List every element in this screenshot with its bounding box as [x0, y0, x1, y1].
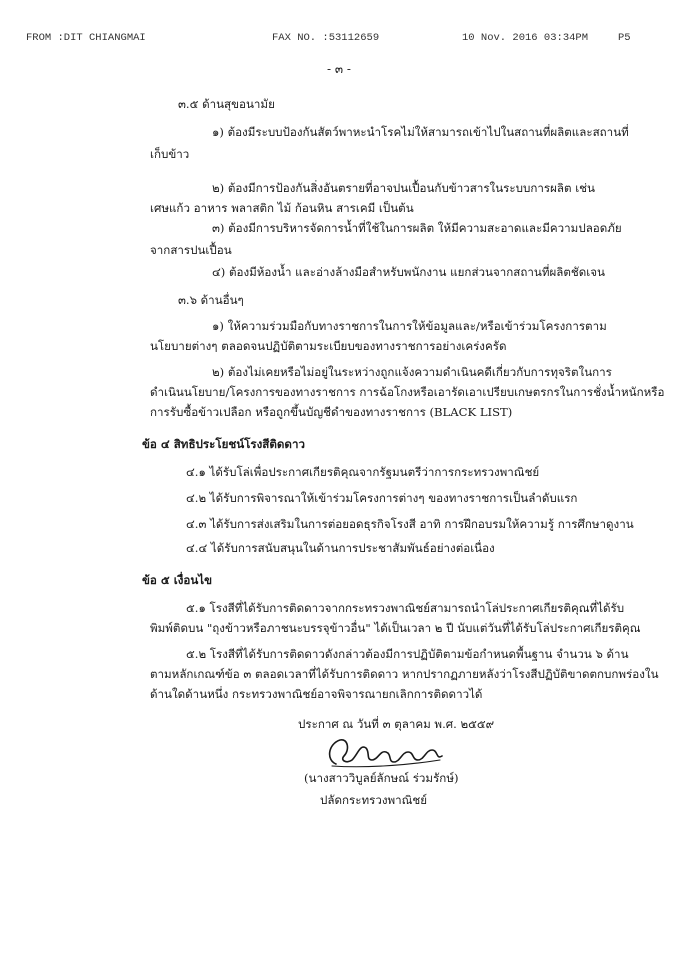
fax-from: FROM :DIT CHIANGMAI: [26, 32, 146, 44]
fax-number: FAX NO. :53112659: [272, 32, 380, 44]
paragraph-line: ด้านใดด้านหนึ่ง กระทรวงพาณิชย์อาจพิจารณายกเลิกการติดดาวได้: [150, 687, 483, 701]
paragraph-line: ๕.๑ โรงสีที่ได้รับการติดดาวจากกระทรวงพาณิชย์สามารถนำโล่ประกาศเกียรติคุณที่ได้รับ: [186, 601, 625, 615]
paragraph-line: ๓) ต้องมีการบริหารจัดการน้ำที่ใช้ในการผลิต ให้มีความสะอาดและมีความปลอดภัย: [212, 221, 622, 235]
paragraph-line: พิมพ์ติดบน "ถุงข้าวหรือภาชนะบรรจุข้าวอื่น" ได้เป็นเวลา ๒ ปี นับแต่วันที่ได้รับโล่ประกาศเกียรติคุณ: [150, 621, 641, 635]
paragraph-line: ๔.๑ ได้รับโล่เพื่อประกาศเกียรติคุณจากรัฐมนตรีว่าการกระทรวงพาณิชย์: [186, 465, 540, 479]
fax-datetime: 10 Nov. 2016 03:34PM: [462, 32, 589, 44]
page-number: - ๓ -: [327, 62, 351, 76]
paragraph-line: ๒) ต้องไม่เคยหรือไม่อยู่ในระหว่างถูกแจ้งความดำเนินคดีเกี่ยวกับการทุจริตในการ: [212, 365, 612, 379]
paragraph-line: ๒) ต้องมีการป้องกันสิ่งอันตรายที่อาจปนเปื้อนกับข้าวสารในระบบการผลิต เช่น: [212, 181, 595, 195]
paragraph-line: ๑) ต้องมีระบบป้องกันสัตว์พาหะนำโรคไม่ให้สามารถเข้าไปในสถานที่ผลิตและสถานที่: [212, 125, 629, 139]
fax-header: [26, 32, 666, 48]
section-heading: ๓.๕ ด้านสุขอนามัย: [178, 97, 275, 111]
paragraph-line: ๔.๓ ได้รับการส่งเสริมในการต่อยอดธุรกิจโรงสี อาทิ การฝึกอบรมให้ความรู้ การศึกษาดูงาน: [186, 517, 634, 531]
paragraph-line: ดำเนินนโยบาย/โครงการของทางราชการ การฉ้อโกงหรือเอารัดเอาเปรียบเกษตรกรในการชั่งน้ำหนักหรือ: [150, 385, 665, 399]
paragraph-line: การรับซื้อข้าวเปลือก หรือถูกขึ้นบัญชีดำของทางราชการ (BLACK LIST): [150, 405, 513, 419]
paragraph-line: ๔.๔ ได้รับการสนับสนุนในด้านการประชาสัมพันธ์อย่างต่อเนื่อง: [186, 541, 495, 555]
announcement-date: ประกาศ ณ วันที่ ๓ ตุลาคม พ.ศ. ๒๕๕๙: [298, 717, 495, 731]
paragraph-line: ๔) ต้องมีห้องน้ำ และอ่างล้างมือสำหรับพนักงาน แยกส่วนจากสถานที่ผลิตชัดเจน: [212, 265, 605, 279]
paragraph-line: ๕.๒ โรงสีที่ได้รับการติดดาวดังกล่าวต้องมีการปฏิบัติตามข้อกำหนดพื้นฐาน จำนวน ๖ ด้าน: [186, 647, 629, 661]
paragraph-line: ๑) ให้ความร่วมมือกับทางราชการในการให้ข้อมูลและ/หรือเข้าร่วมโครงการตาม: [212, 319, 607, 333]
signature: [322, 730, 452, 772]
paragraph-line: เศษแก้ว อาหาร พลาสติก ไม้ ก้อนหิน สารเคมี เป็นต้น: [150, 201, 414, 215]
section-heading: ๓.๖ ด้านอื่นๆ: [178, 293, 244, 307]
paragraph-line: ตามหลักเกณฑ์ข้อ ๓ ตลอดเวลาที่ได้รับการติดดาว หากปรากฏภายหลังว่าโรงสีปฏิบัติขาดตกบกพร่องใน: [150, 667, 659, 681]
clause-heading: ข้อ ๕ เงื่อนไข: [142, 573, 213, 587]
signer-name: (นางสาววิบูลย์ลักษณ์ ร่วมรักษ์): [304, 771, 459, 785]
paragraph-line: นโยบายต่างๆ ตลอดจนปฏิบัติตามระเบียบของทางราชการอย่างเคร่งครัด: [150, 339, 507, 353]
signer-title: ปลัดกระทรวงพาณิชย์: [320, 793, 428, 807]
paragraph-line: เก็บข้าว: [150, 147, 190, 161]
paragraph-line: จากสารปนเปื้อน: [150, 243, 232, 257]
clause-heading: ข้อ ๔ สิทธิประโยชน์โรงสีติดดาว: [142, 437, 305, 451]
fax-page: P5: [618, 32, 631, 44]
paragraph-line: ๔.๒ ได้รับการพิจารณาให้เข้าร่วมโครงการต่างๆ ของทางราชการเป็นลำดับแรก: [186, 491, 578, 505]
